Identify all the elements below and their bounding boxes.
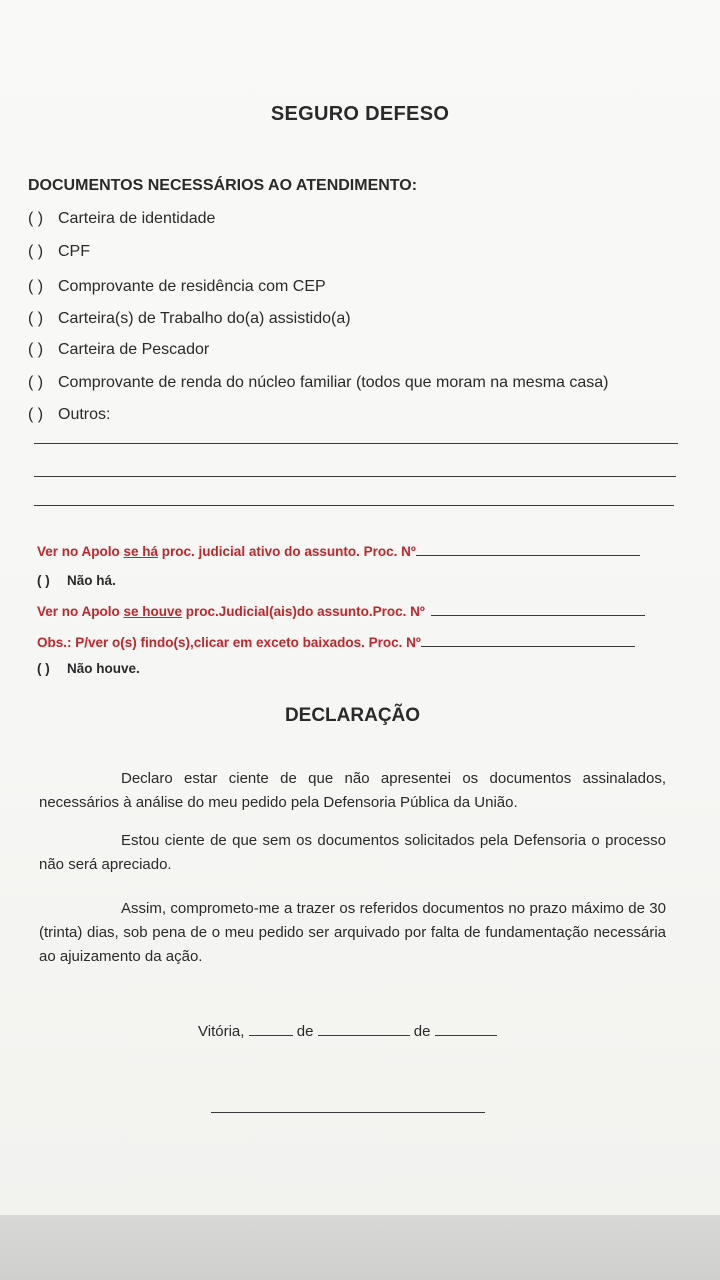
blank-line-2: [34, 476, 676, 477]
doc-item-label: Comprovante de residência com CEP: [58, 278, 326, 295]
doc-item-cpf: [28, 243, 90, 261]
checkbox-mark: ( ): [37, 661, 50, 676]
doc-item-identidade: [28, 210, 215, 228]
proc-number-blank: [421, 645, 635, 647]
date-line: [198, 1021, 497, 1040]
year-blank: [435, 1021, 497, 1036]
doc-item-label: Carteira de identidade: [58, 210, 216, 227]
declaration-paragraph-1: Declaro estar ciente de que não apresentei os documentos assinalados, necessários à análise do meu pedido pela Defensoria Pública da União.: [39, 770, 666, 811]
month-blank: [318, 1021, 410, 1036]
apolo-prefix: Ver no Apolo: [37, 604, 124, 619]
doc-item-label: Carteira de Pescador: [58, 341, 210, 358]
de-label: de: [413, 1023, 431, 1040]
apolo-suffix: proc. judicial ativo do assunto. Proc. Nº: [158, 544, 416, 559]
apolo-prefix: Ver no Apolo: [37, 544, 124, 559]
doc-item-label: Comprovante de renda do núcleo familiar (todos que moram na mesma casa): [58, 374, 609, 391]
day-blank: [249, 1021, 293, 1036]
doc-item-renda: [28, 374, 609, 392]
no-past-process-item: [37, 661, 140, 676]
checkbox-mark: ( ): [28, 374, 44, 391]
apolo-past-process-line: [37, 604, 645, 619]
apolo-active-process-line: [37, 544, 640, 559]
declaration-title: DECLARAÇÃO: [284, 705, 421, 726]
checkbox-mark: ( ): [28, 310, 44, 327]
apolo-underlined: se houve: [123, 604, 183, 619]
doc-item-carteira-trabalho: [28, 310, 351, 328]
blank-line-3: [34, 505, 674, 506]
checkbox-mark: ( ): [37, 573, 50, 588]
table-surface: [0, 1215, 720, 1280]
blank-line-1: [34, 443, 678, 444]
doc-item-pescador: [28, 341, 209, 359]
checkbox-mark: ( ): [28, 341, 44, 358]
apolo-suffix: proc.Judicial(ais)do assunto.Proc. Nº: [182, 604, 425, 619]
obs-text: Obs.: P/ver o(s) findo(s),clicar em exceto baixados. Proc. Nº: [37, 635, 421, 650]
doc-item-label: CPF: [58, 243, 90, 260]
doc-item-label: Outros:: [58, 406, 111, 423]
checkbox-mark: ( ): [28, 406, 44, 423]
doc-item-residencia: [28, 278, 326, 296]
obs-line: [37, 635, 635, 650]
proc-number-blank: [416, 554, 640, 556]
declaration-paragraph-3: Assim, comprometo-me a trazer os referidos documentos no prazo máximo de 30 (trinta) dias, sob pena de o meu pedido ser arquivado por falta de fundamentação necessária ao ajuizamento da ação.: [39, 900, 666, 965]
documents-heading: DOCUMENTOS NECESSÁRIOS AO ATENDIMENTO:: [28, 177, 418, 194]
doc-item-outros: [28, 406, 110, 424]
de-label: de: [296, 1023, 314, 1040]
city-label: Vitória,: [198, 1023, 245, 1040]
checkbox-mark: ( ): [28, 243, 44, 260]
no-active-label: Não há.: [67, 573, 116, 588]
declaration-paragraph-2: Estou ciente de que sem os documentos solicitados pela Defensoria o processo não será apreciado.: [39, 832, 666, 873]
apolo-underlined: se há: [123, 544, 159, 559]
doc-item-label: Carteira(s) de Trabalho do(a) assistido(a): [58, 310, 351, 327]
signature-line: [211, 1112, 485, 1113]
checkbox-mark: ( ): [28, 210, 44, 227]
document-title: SEGURO DEFESO: [270, 103, 450, 125]
proc-number-blank: [431, 614, 645, 616]
checkbox-mark: ( ): [28, 278, 44, 295]
no-active-process-item: [37, 573, 116, 588]
no-past-label: Não houve.: [67, 661, 140, 676]
